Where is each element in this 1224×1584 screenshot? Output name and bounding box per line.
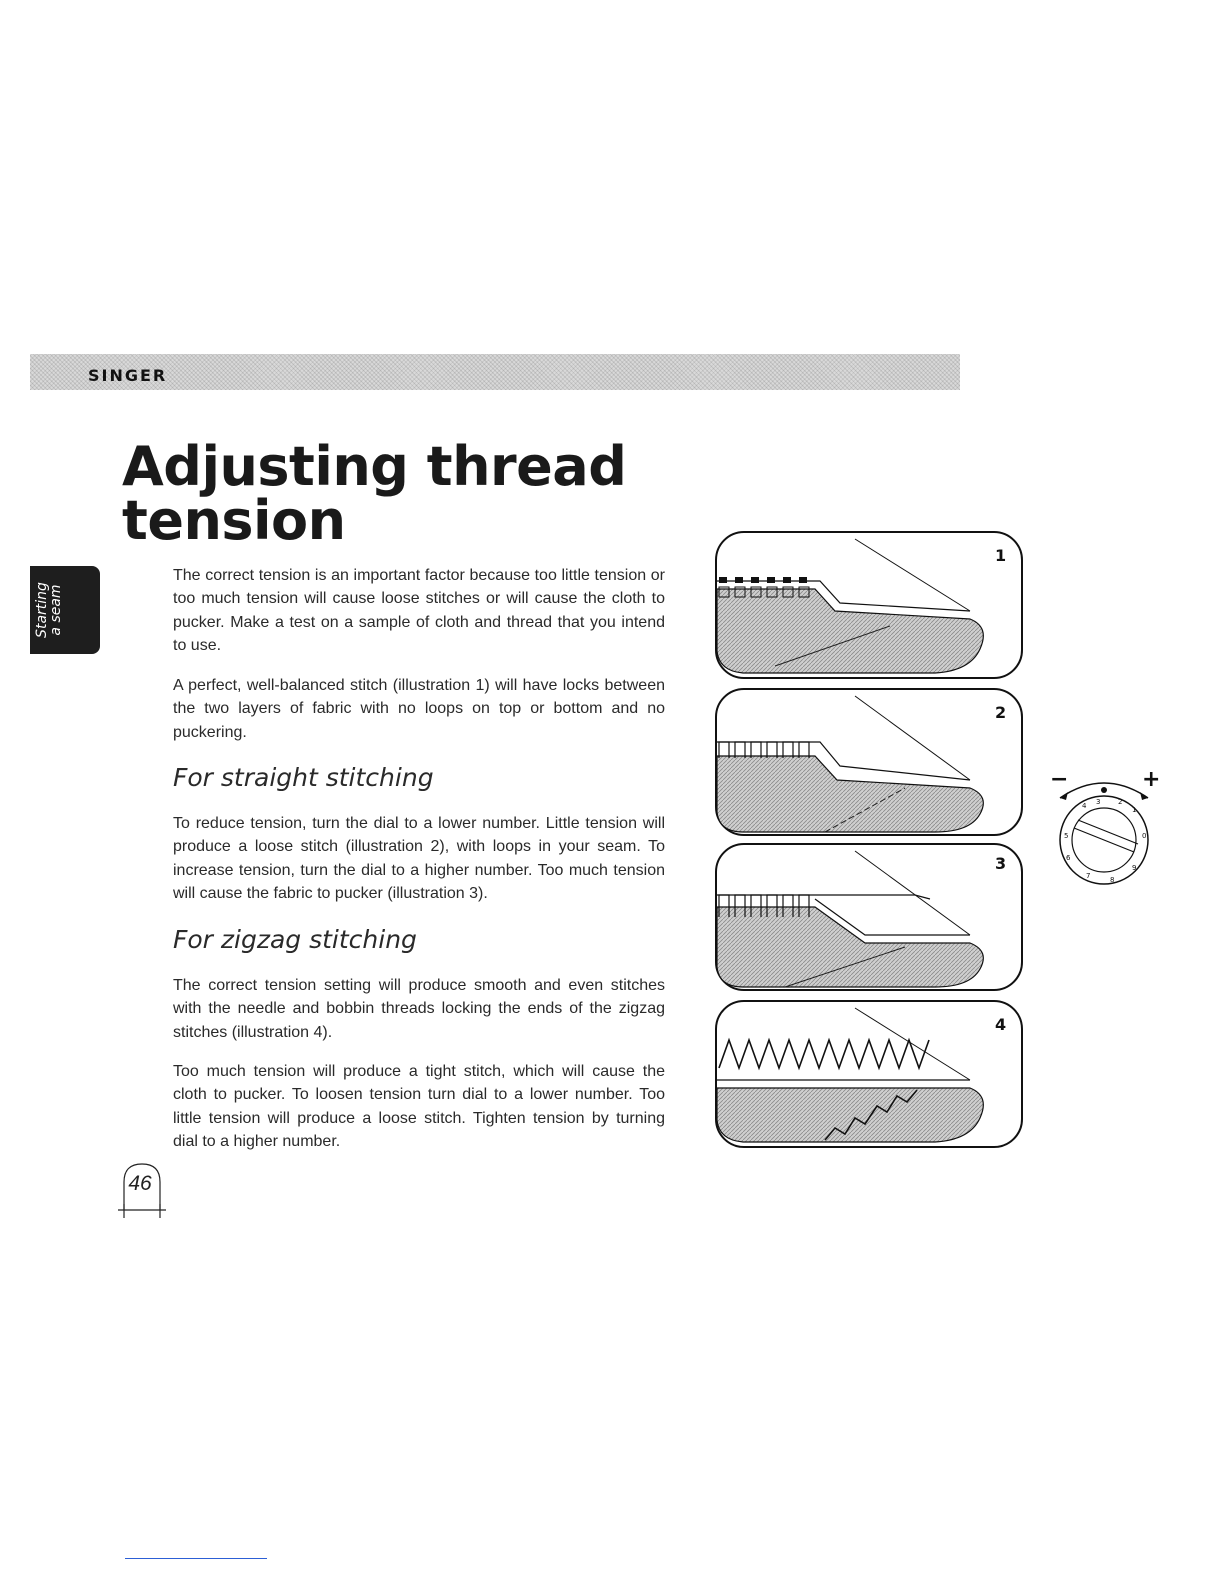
dial-plus-label: + [1142,768,1161,792]
section-tab-line2: a seam [48,584,64,636]
dial-number-0: 0 [1142,832,1147,840]
footer-line [125,1558,267,1559]
tension-dial-icon [1046,768,1162,888]
stitch-illustration-1 [715,531,1023,679]
paragraph-too-much: Too much tension will produce a tight stitch, which will cause the cloth to pucker. To loosen tension turn dial to a lower number. Too little tension will produce a loose stitch. Tighten tension by turning dial to a higher number. [173,1063,665,1150]
page-title-line2: tension [122,489,346,552]
paragraph-straight: To reduce tension, turn the dial to a lower number. Little tension will produce a loose stitch (illustration 2), with loops in your seam. To increase tension, turn the dial to a higher number. Too much tension will cause the fabric to pucker (illustration 3). [173,815,665,902]
subheading-zigzag: For zigzag stitching [173,925,417,954]
dial-number-6: 6 [1066,854,1071,862]
section-tab-line1: Starting [34,582,50,638]
header-bar [30,354,960,390]
subheading-straight: For straight stitching [173,763,434,792]
section-tab-label [35,566,63,654]
dial-number-3: 3 [1096,798,1101,806]
dial-number-9: 9 [1132,864,1137,872]
page-title [122,435,627,552]
illustration-2-number: 2 [995,703,1007,722]
illustration-3-number: 3 [995,854,1007,873]
paragraph-intro: The correct tension is an important factor because too little tension or too much tension will cause loose stitches or will cause the cloth to pucker. Make a test on a sample of cloth and thread that you intend to use. [173,567,665,654]
page-title-line1: Adjusting thread [122,435,627,498]
illustration-4-number: 4 [995,1015,1007,1034]
paragraph-balanced: A perfect, well-balanced stitch (illustration 1) will have locks between the two layers of fabric with no loops on top or bottom and no puckering. [173,677,665,741]
dial-number-8: 8 [1110,876,1115,884]
page-number: 46 [128,1172,152,1195]
stitch-illustration-3 [715,843,1023,991]
dial-number-1: 1 [1132,806,1137,814]
stitch-illustration-2 [715,688,1023,836]
dial-number-7: 7 [1086,872,1091,880]
stitch-illustration-4 [715,1000,1023,1148]
illustration-1-number: 1 [995,546,1007,565]
dial-minus-label: − [1050,768,1069,792]
brand-label: SINGER [88,366,168,385]
paragraph-zigzag: The correct tension setting will produce smooth and even stitches with the needle and bobbin threads locking the ends of the zigzag stitches (illustration 4). [173,977,665,1041]
dial-number-2: 2 [1118,798,1123,806]
dial-number-4: 4 [1082,802,1087,810]
dial-number-5: 5 [1064,832,1069,840]
